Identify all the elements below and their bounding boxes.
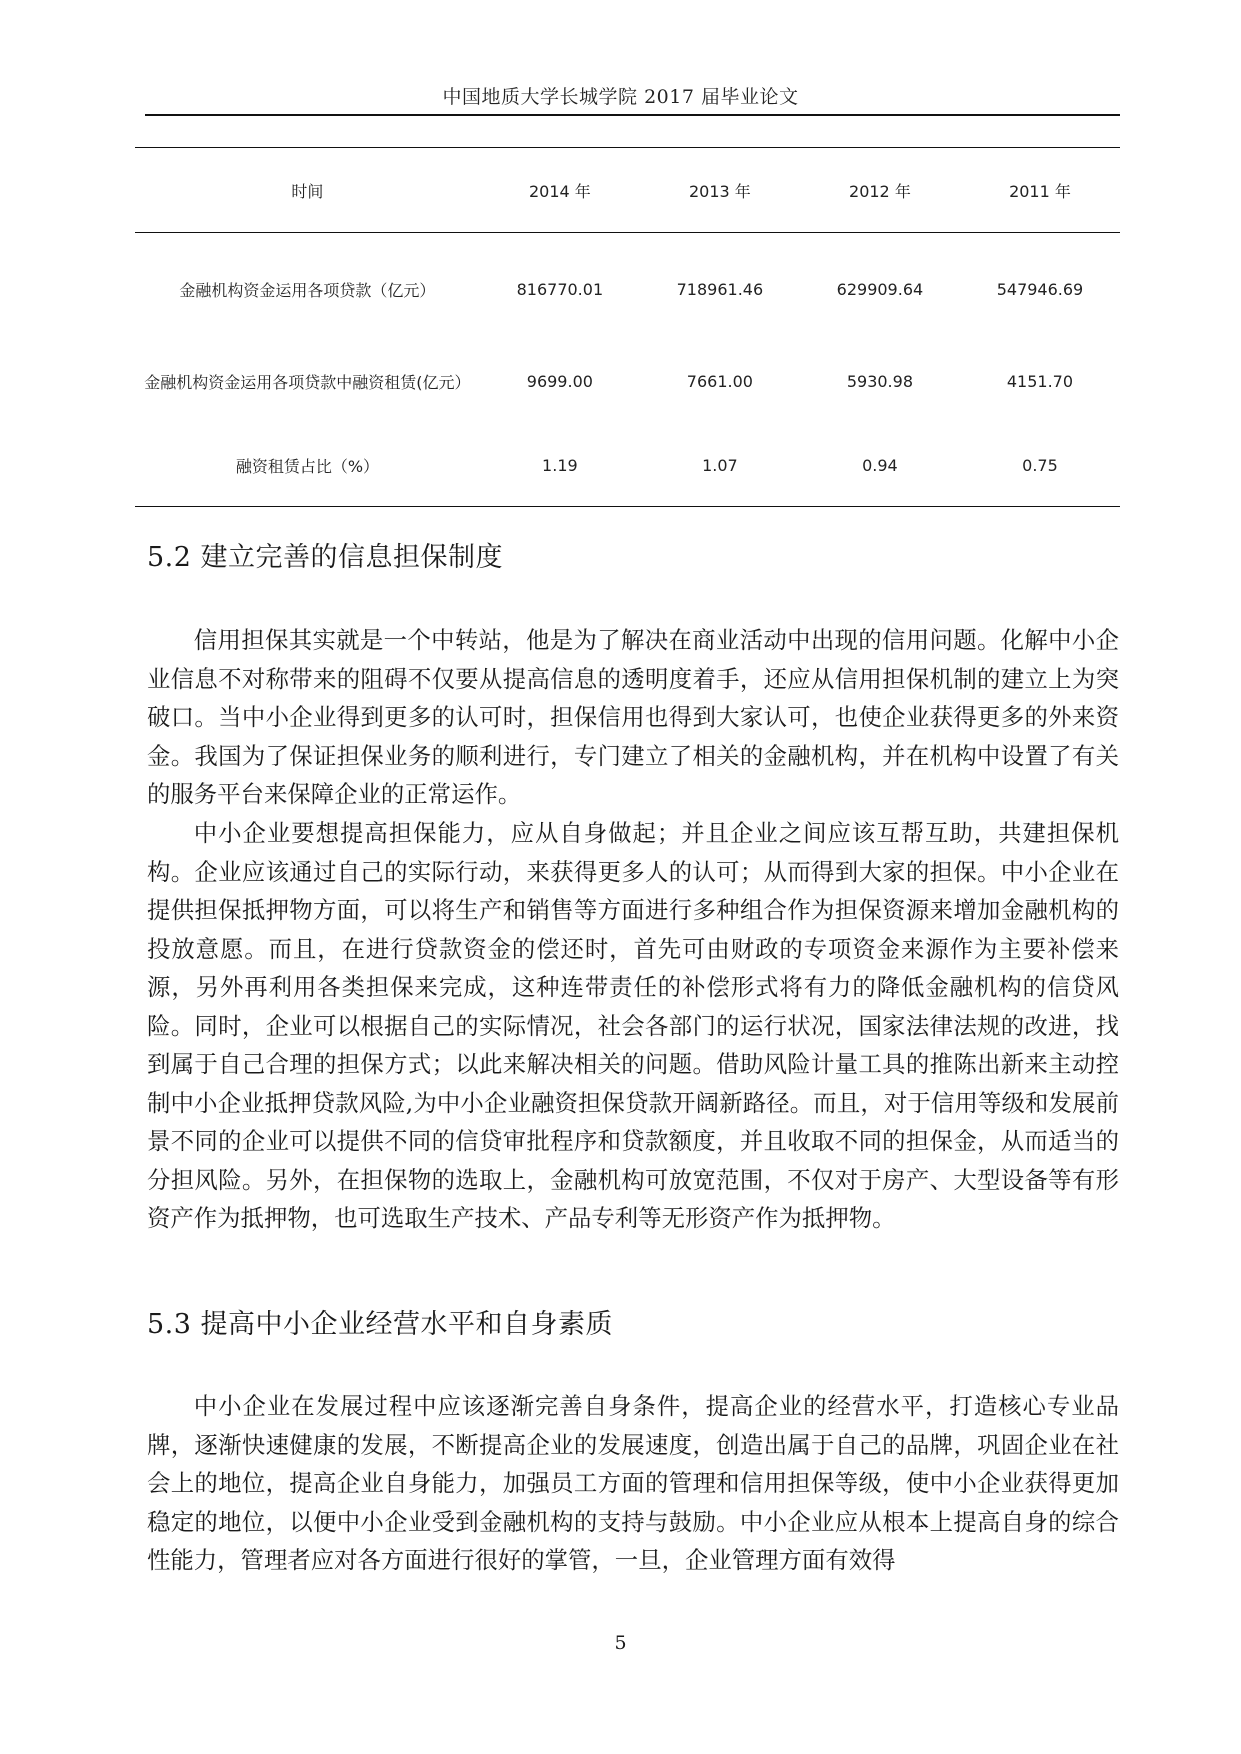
table-cell: 融资租赁占比（%） — [235, 456, 380, 476]
table-cell: 1.07 — [702, 455, 738, 475]
table-cell: 0.94 — [862, 455, 898, 475]
table-header-cell: 2011 年 — [1009, 181, 1071, 201]
table-header-cell: 时间 — [291, 181, 324, 201]
section-heading: 5.2 建立完善的信息担保制度 — [147, 542, 504, 573]
header-divider — [145, 114, 1120, 116]
table-header-cell: 2012 年 — [849, 181, 911, 201]
table-cell: 7661.00 — [686, 372, 753, 391]
table-cell: 金融机构资金运用各项贷款中融资租赁(亿元） — [144, 373, 471, 392]
body-paragraph: 信用担保其实就是一个中转站，他是为了解决在商业活动中出现的信用问题。化解中小企业信息不对称带来的阻碍不仅要从提高信息的透明度着手，还应从信用担保机制的建立上为突破口。当中小企业得到更多的认可时，担保信用也得到大家认可，也使企业获得更多的外来资金。我国为了保证担保业务的顺利进行，专门建立了相关的金融机构，并在机构中设置了有关的服务平台来保障企业的正常运作。 — [147, 626, 1119, 808]
table-cell: 718961.46 — [676, 279, 764, 299]
table-header-row — [135, 148, 1120, 233]
loan-statistics-table — [135, 147, 1120, 507]
page-number: 5 — [614, 1632, 627, 1654]
table-cell: 629909.64 — [836, 279, 924, 299]
table-cell: 4151.70 — [1006, 372, 1074, 391]
table-cell: 547946.69 — [996, 279, 1084, 299]
table-header-cell: 2014 年 — [528, 181, 591, 201]
table-row — [135, 233, 1120, 340]
table-cell: 0.75 — [1022, 455, 1058, 475]
table-cell: 1.19 — [542, 455, 578, 475]
table-cell: 9699.00 — [526, 372, 593, 391]
table-row — [135, 424, 1120, 507]
table-header-cell: 2013 年 — [688, 181, 751, 201]
body-paragraph: 中小企业要想提高担保能力，应从自身做起；并且企业之间应该互帮互助，共建担保机构。企业应该通过自己的实际行动，来获得更多人的认可；从而得到大家的担保。中小企业在提供担保抵押物方面，可以将生产和销售等方面进行多种组合作为担保资源来增加金融机构的投放意愿。而且，在进行贷款资金的偿还时，首先可由财政的专项资金来源作为主要补偿来源，另外再利用各类担保来完成，这种连带责任的补偿形式将有力的降低金融机构的信贷风险。同时，企业可以根据自己的实际情况，社会各部门的运行状况，国家法律法规的改进，找到属于自己合理的担保方式；以此来解决相关的问题。借助风险计量工具的推陈出新来主动控制中小企业抵押贷款风险,为中小企业融资担保贷款开阔新路径。而且，对于信用等级和发展前景不同的企业可以提供不同的信贷审批程序和贷款额度，并且收取不同的担保金，从而适当的分担风险。另外，在担保物的选取上，金融机构可放宽范围，不仅对于房产、大型设备等有形资产作为抵押物，也可选取生产技术、产品专利等无形资产作为抵押物。 — [147, 819, 1119, 1232]
table-row — [135, 339, 1120, 424]
table-cell: 5930.98 — [846, 372, 913, 391]
body-paragraph: 中小企业在发展过程中应该逐渐完善自身条件，提高企业的经营水平，打造核心专业品牌，逐渐快速健康的发展，不断提高企业的发展速度，创造出属于自己的品牌，巩固企业在社会上的地位，提高企业自身能力，加强员工方面的管理和信用担保等级，使中小企业获得更加稳定的地位，以便中小企业受到金融机构的支持与鼓励。中小企业应从根本上提高自身的综合性能力，管理者应对各方面进行很好的掌管，一旦，企业管理方面有效得 — [147, 1392, 1119, 1574]
section-heading: 5.3 提高中小企业经营水平和自身素质 — [147, 1309, 614, 1340]
table-cell: 816770.01 — [516, 279, 604, 299]
page-header-title: 中国地质大学长城学院 2017 届毕业论文 — [442, 86, 799, 108]
table-cell: 金融机构资金运用各项贷款（亿元） — [179, 280, 436, 300]
